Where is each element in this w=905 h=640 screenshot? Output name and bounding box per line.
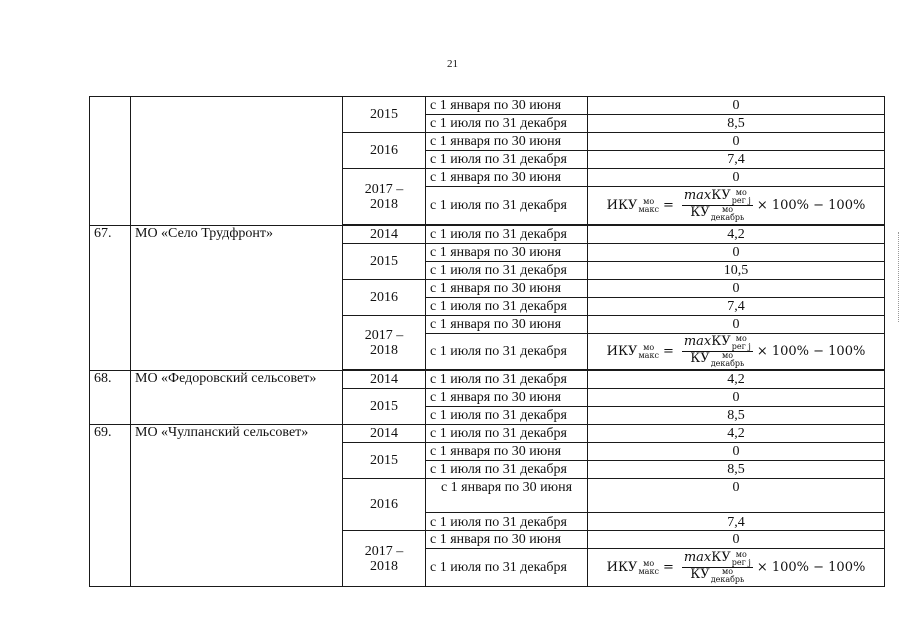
formula-den-sup: мо bbox=[722, 567, 734, 576]
value-cell: 7,4 bbox=[588, 151, 885, 169]
year-cell: 2015 bbox=[343, 244, 426, 280]
table-row bbox=[90, 371, 885, 389]
formula bbox=[607, 189, 866, 222]
formula-num-main: КУ bbox=[711, 550, 731, 565]
period-cell: с 1 июля по 31 декабря bbox=[426, 262, 588, 280]
formula-lhs: ИКУ bbox=[606, 344, 638, 359]
period-cell: с 1 июля по 31 декабря bbox=[426, 226, 588, 244]
formula-tail: × 100% − 100% bbox=[756, 198, 866, 213]
value-cell: 0 bbox=[588, 316, 885, 334]
value-cell: 8,5 bbox=[588, 115, 885, 133]
year-cell: 2014 bbox=[343, 226, 426, 244]
period-cell: с 1 января по 30 июня bbox=[426, 97, 588, 115]
period-cell: с 1 июля по 31 декабря bbox=[426, 549, 588, 587]
formula-lhs-sup: мо bbox=[643, 342, 655, 352]
row-number-cell bbox=[90, 97, 131, 226]
formula-num-sup: мо bbox=[735, 188, 747, 197]
formula-denominator bbox=[688, 352, 746, 368]
value-cell: 0 bbox=[588, 389, 885, 407]
formula-tail: × 100% − 100% bbox=[756, 344, 866, 359]
value-cell: 7,4 bbox=[588, 513, 885, 531]
formula-numerator bbox=[682, 335, 753, 352]
formula-lhs-sub: макс bbox=[638, 350, 659, 360]
period-cell: с 1 января по 30 июня bbox=[426, 280, 588, 298]
formula-fraction bbox=[682, 551, 753, 584]
formula-equals: = bbox=[662, 198, 674, 213]
municipality-cell: МО «Федоровский сельсовет» bbox=[131, 371, 343, 425]
period-cell: с 1 июля по 31 декабря bbox=[426, 187, 588, 225]
formula-cell bbox=[588, 549, 885, 587]
row-number-cell: 69. bbox=[90, 425, 131, 587]
period-cell: с 1 января по 30 июня bbox=[426, 169, 588, 187]
value-cell: 8,5 bbox=[588, 461, 885, 479]
value-cell: 4,2 bbox=[588, 371, 885, 389]
period-cell: с 1 января по 30 июня bbox=[426, 244, 588, 262]
table-row bbox=[90, 226, 885, 244]
value-cell: 7,4 bbox=[588, 298, 885, 316]
period-cell: с 1 июля по 31 декабря bbox=[426, 334, 588, 370]
period-cell: с 1 июля по 31 декабря bbox=[426, 425, 588, 443]
year-cell: 2016 bbox=[343, 133, 426, 169]
formula-den-main: КУ bbox=[690, 351, 710, 366]
year-cell: 2015 bbox=[343, 389, 426, 425]
formula-cell bbox=[588, 187, 885, 225]
formula-num-sub: рег j bbox=[731, 342, 751, 351]
period-cell: с 1 июля по 31 декабря bbox=[426, 151, 588, 169]
year-cell: 2015 bbox=[343, 443, 426, 479]
value-cell: 0 bbox=[588, 280, 885, 298]
page-number: 21 bbox=[447, 58, 458, 70]
period-cell: с 1 июля по 31 декабря bbox=[426, 513, 588, 531]
formula-den-sub: декабрь bbox=[710, 575, 745, 584]
value-cell: 10,5 bbox=[588, 262, 885, 280]
period-cell: с 1 июля по 31 декабря bbox=[426, 407, 588, 425]
formula-num-main: КУ bbox=[711, 188, 731, 203]
formula-num-sup: мо bbox=[735, 334, 747, 343]
formula-den-sup: мо bbox=[722, 351, 734, 360]
period-cell: с 1 июля по 31 декабря bbox=[426, 298, 588, 316]
formula-cell bbox=[588, 334, 885, 370]
period-cell: с 1 января по 30 июня bbox=[426, 479, 588, 513]
margin-mark bbox=[898, 232, 901, 322]
table-row bbox=[90, 97, 885, 115]
year-cell: 2014 bbox=[343, 425, 426, 443]
municipality-cell: МО «Чулпанский сельсовет» bbox=[131, 425, 343, 587]
year-cell: 2016 bbox=[343, 479, 426, 531]
formula bbox=[607, 335, 866, 368]
formula-equals: = bbox=[662, 560, 674, 575]
value-cell: 0 bbox=[588, 479, 885, 513]
formula-lhs: ИКУ bbox=[606, 198, 638, 213]
row-number-cell: 68. bbox=[90, 371, 131, 425]
formula-den-main: КУ bbox=[690, 567, 710, 582]
formula-lhs-sub: макс bbox=[638, 204, 659, 214]
year-cell: 2017 – 2018 bbox=[343, 169, 426, 225]
year-cell: 2017 – 2018 bbox=[343, 316, 426, 370]
formula-num-sub: рег j bbox=[731, 558, 751, 567]
formula-lhs-sup: мо bbox=[643, 196, 655, 206]
row-number-cell: 67. bbox=[90, 226, 131, 371]
formula-den-main: КУ bbox=[690, 205, 710, 220]
year-cell: 2016 bbox=[343, 280, 426, 316]
value-cell: 8,5 bbox=[588, 407, 885, 425]
period-cell: с 1 января по 30 июня bbox=[426, 443, 588, 461]
formula-fraction bbox=[682, 335, 753, 368]
formula-fraction bbox=[682, 189, 753, 222]
period-cell: с 1 июля по 31 декабря bbox=[426, 461, 588, 479]
formula-lhs-sub: макс bbox=[638, 566, 659, 576]
formula-max: max bbox=[683, 188, 712, 203]
formula-denominator bbox=[688, 206, 746, 222]
year-cell: 2017 – 2018 bbox=[343, 531, 426, 587]
formula-num-sup: мо bbox=[735, 550, 747, 559]
municipality-cell: МО «Село Трудфронт» bbox=[131, 226, 343, 371]
period-cell: с 1 января по 30 июня bbox=[426, 531, 588, 549]
formula-equals: = bbox=[662, 344, 674, 359]
municipality-cell bbox=[131, 97, 343, 226]
year-cell: 2014 bbox=[343, 371, 426, 389]
formula-denominator bbox=[688, 568, 746, 584]
value-cell: 4,2 bbox=[588, 226, 885, 244]
formula-lhs-sup: мо bbox=[643, 558, 655, 568]
value-cell: 0 bbox=[588, 133, 885, 151]
value-cell: 4,2 bbox=[588, 425, 885, 443]
formula-num-main: КУ bbox=[711, 334, 731, 349]
period-cell: с 1 января по 30 июня bbox=[426, 389, 588, 407]
value-cell: 0 bbox=[588, 443, 885, 461]
tariff-table bbox=[89, 96, 885, 587]
formula-tail: × 100% − 100% bbox=[756, 560, 866, 575]
formula-max: max bbox=[683, 550, 712, 565]
value-cell: 0 bbox=[588, 531, 885, 549]
period-cell: с 1 июля по 31 декабря bbox=[426, 115, 588, 133]
value-cell: 0 bbox=[588, 97, 885, 115]
formula-num-sub: рег j bbox=[731, 196, 751, 205]
period-cell: с 1 июля по 31 декабря bbox=[426, 371, 588, 389]
period-cell: с 1 января по 30 июня bbox=[426, 316, 588, 334]
formula-lhs: ИКУ bbox=[606, 560, 638, 575]
formula-numerator bbox=[682, 189, 753, 206]
table-row bbox=[90, 425, 885, 443]
formula-den-sub: декабрь bbox=[710, 359, 745, 368]
formula-den-sub: декабрь bbox=[710, 213, 745, 222]
formula bbox=[607, 551, 866, 584]
formula-max: max bbox=[683, 334, 712, 349]
value-cell: 0 bbox=[588, 169, 885, 187]
period-cell: с 1 января по 30 июня bbox=[426, 133, 588, 151]
formula-den-sup: мо bbox=[722, 205, 734, 214]
value-cell: 0 bbox=[588, 244, 885, 262]
formula-numerator bbox=[682, 551, 753, 568]
year-cell: 2015 bbox=[343, 97, 426, 133]
